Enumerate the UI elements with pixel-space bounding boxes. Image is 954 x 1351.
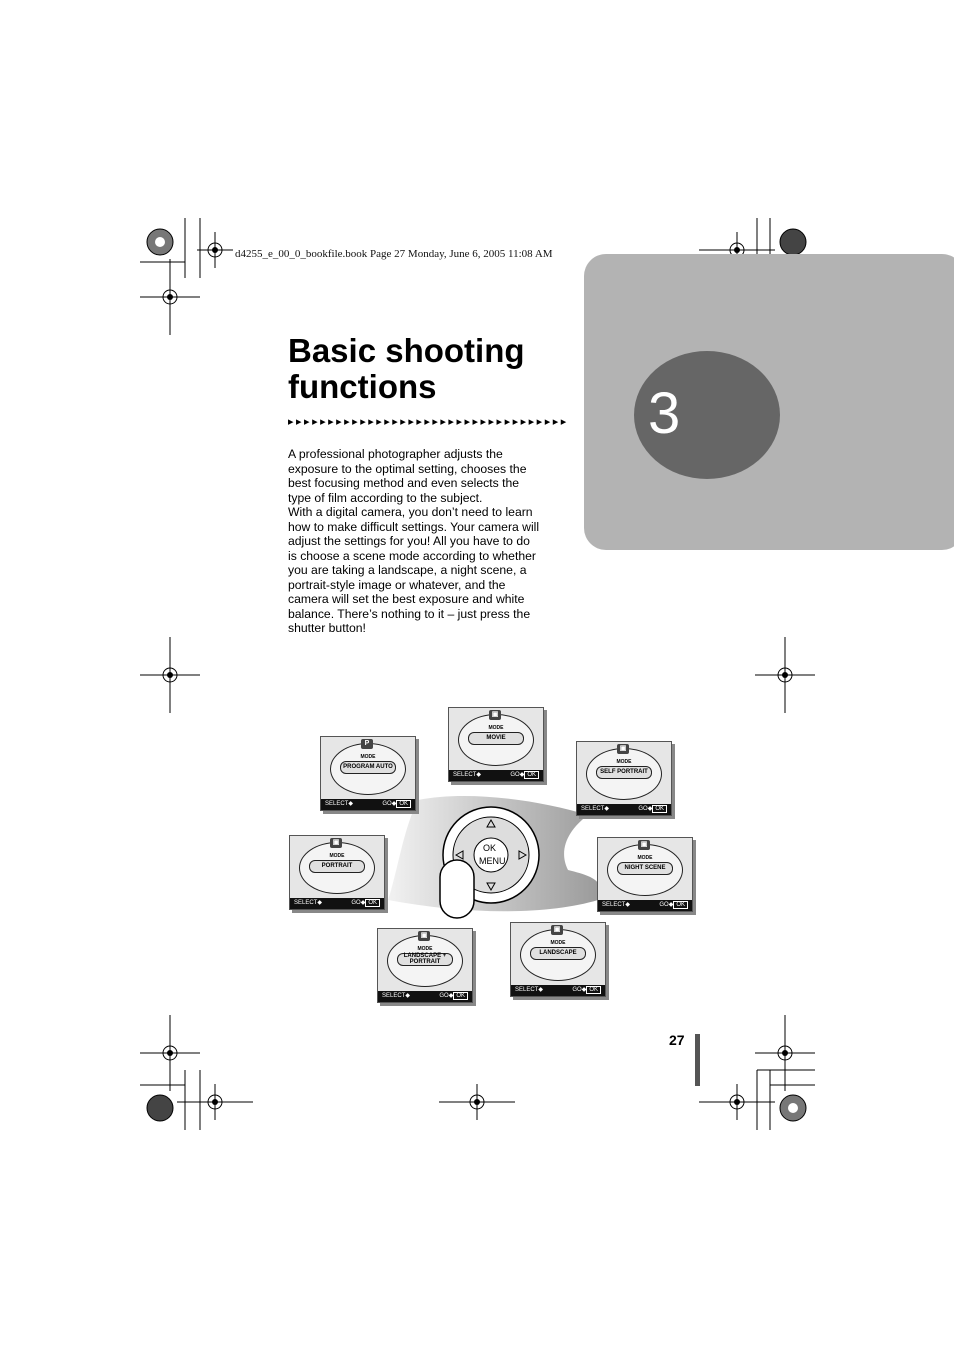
self-portrait-icon: ▣: [617, 744, 629, 754]
night-scene-icon: ▣: [638, 840, 650, 850]
arrow-divider: ▸▸▸▸▸▸▸▸▸▸▸▸▸▸▸▸▸▸▸▸▸▸▸▸▸▸▸▸▸▸▸▸▸▸▸: [288, 416, 569, 428]
screen-footer: SELECT◆ GO◆ OK: [598, 900, 692, 911]
scene-name: PORTRAIT: [309, 860, 365, 873]
mode-label: MODE: [360, 754, 376, 760]
screen-portrait: [289, 835, 385, 910]
scene-name: LANDSCAPE: [530, 947, 586, 960]
program-icon: P: [361, 739, 373, 749]
intro-text: [288, 447, 542, 636]
print-header: d4255_e_00_0_bookfile.book Page 27 Monday, June 6, 2005 11:08 AM: [235, 248, 553, 260]
mode-label: MODE: [637, 855, 653, 861]
movie-icon: ▣: [489, 710, 501, 720]
screen-footer: SELECT◆ GO◆ OK: [577, 804, 671, 815]
intro-paragraph-1: A professional photographer adjusts the exposure to the optimal setting, chooses the best focusing method and even selects the type of film according to the subject.: [288, 447, 527, 505]
screen-footer: SELECT◆ GO◆ OK: [449, 770, 543, 781]
screen-landscape-portrait: [377, 928, 473, 1003]
menu-button-label: MENU: [479, 856, 506, 866]
mode-label: MODE: [488, 725, 504, 731]
ok-button-label: OK: [483, 843, 497, 853]
landscape-icon: ▣: [551, 925, 563, 935]
mode-label: MODE: [616, 759, 632, 765]
screen-footer: SELECT◆ GO◆ OK: [511, 985, 605, 996]
landscape-portrait-icon: ▣: [418, 931, 430, 941]
screen-program-auto: [320, 736, 416, 811]
intro-paragraph-2: With a digital camera, you don’t need to learn how to make difficult settings. Your camera will adjust the settings for you! All you have to do is choose a scene mode according to whether you are taking a landscape, a night scene, a portrait-style image or whatever, and the camera will set the best exposure and white balance. There’s nothing to it – just press the shutter button!: [288, 505, 540, 635]
screen-footer: SELECT◆ GO◆ OK: [290, 898, 384, 909]
scene-name: MOVIE: [468, 732, 524, 745]
page-number-bar: [695, 1034, 700, 1086]
mode-label: MODE: [550, 940, 566, 946]
mode-label: MODE: [329, 853, 345, 859]
scene-name: SELF PORTRAIT: [596, 766, 652, 779]
portrait-icon: ▣: [330, 838, 342, 848]
scene-name: NIGHT SCENE: [617, 862, 673, 875]
screen-movie: [448, 707, 544, 782]
chapter-number: 3: [648, 381, 681, 446]
page-number: 27: [669, 1032, 685, 1048]
screen-landscape: [510, 922, 606, 997]
screen-footer: SELECT◆ GO◆ OK: [321, 799, 415, 810]
screen-footer: SELECT◆ GO◆ OK: [378, 991, 472, 1002]
screen-self-portrait: [576, 741, 672, 816]
mode-label: MODE: [417, 946, 433, 952]
screen-night-scene: [597, 837, 693, 912]
page-title: Basic shooting functions: [288, 332, 525, 405]
scene-name: LANDSCAPE + PORTRAIT: [397, 953, 453, 966]
scene-name: PROGRAM AUTO: [340, 761, 396, 774]
